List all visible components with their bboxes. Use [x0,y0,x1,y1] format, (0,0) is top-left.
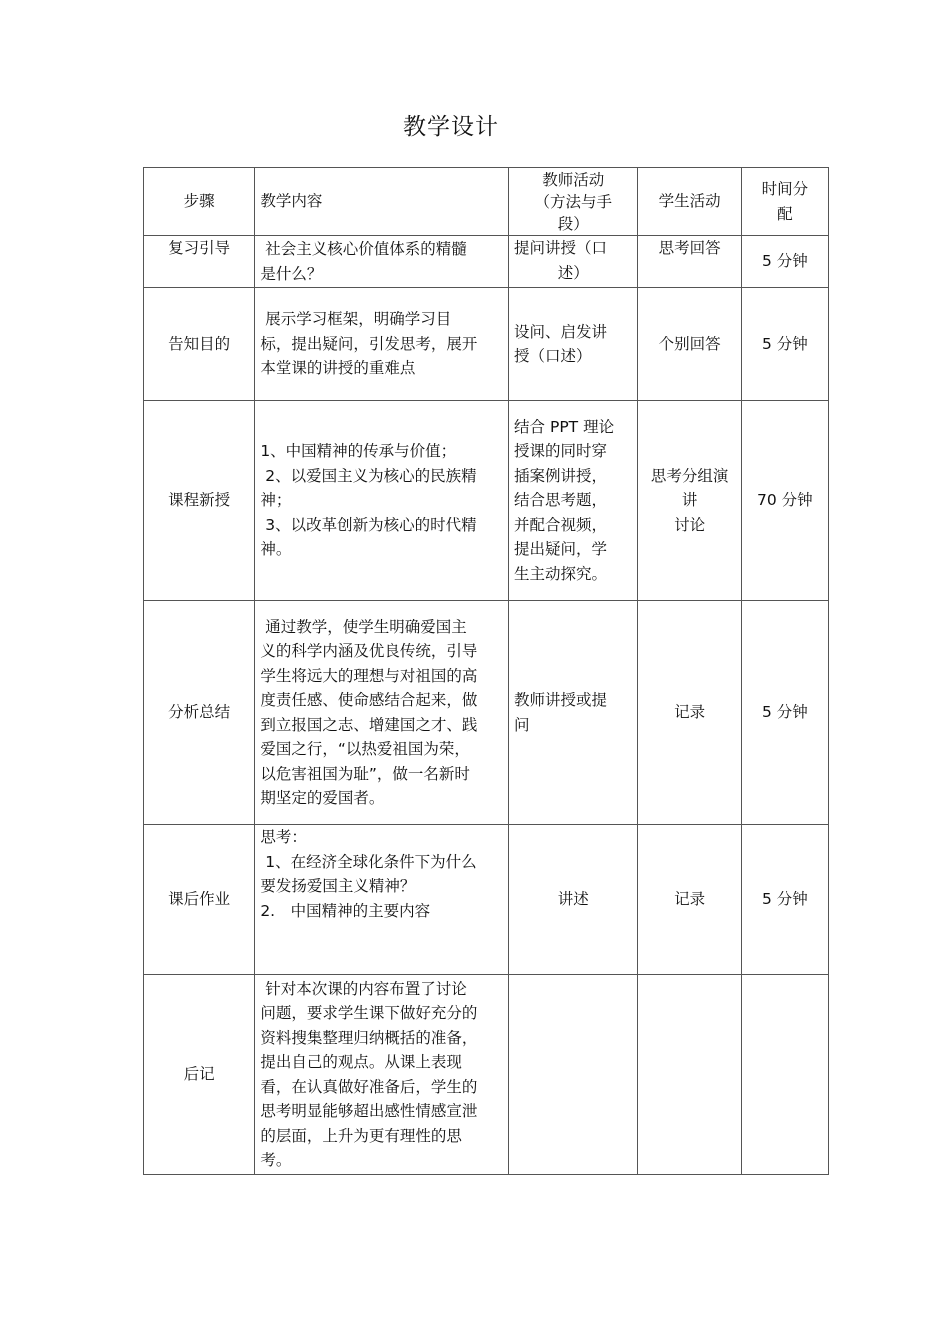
content-line: 3、以改革创新为核心的时代精 [260,515,477,534]
header-teacher-line: 段） [557,214,589,233]
table-row [144,236,829,288]
content-line: 通过教学，使学生明确爱国主 [260,617,467,636]
teacher-line: 提问讲授（口 [514,239,608,257]
teacher-line: 授课的同时穿 [514,442,608,461]
header-time-line: 配 [777,204,793,223]
table-row [144,288,829,401]
teacher-cell [509,975,638,1175]
teacher-line: 生主动探究。 [514,564,608,583]
teacher-cell [509,288,638,401]
step-cell: 课后作业 [144,825,255,975]
table-row [144,601,829,825]
content-cell [255,288,509,401]
teacher-cell [509,401,638,601]
teacher-cell [509,236,638,288]
header-student: 学生活动 [638,168,741,236]
student-line: 讲 [681,491,698,510]
header-teacher-line: 教师活动 [542,170,605,189]
content-line: 问题，要求学生课下做好充分的 [260,1004,478,1022]
content-cell [255,236,509,288]
content-line: 神。 [260,540,292,559]
student-cell: 思考回答 [638,236,741,288]
student-cell: 记录 [638,825,741,975]
teacher-line: 授（口述） [514,347,592,365]
step-cell: 告知目的 [144,288,255,401]
content-line: 思考： [260,828,307,846]
header-teacher-line: （方法与手 [534,192,612,211]
header-row [144,168,829,236]
content-line: 是什么？ [260,264,323,283]
content-line: 学生将远大的理想与对祖国的高 [260,666,478,685]
content-line: 2、以爱国主义为核心的民族精 [260,466,477,485]
student-line: 思考分组演 [650,466,729,485]
page-title: 教学设计 [403,114,499,140]
content-line: 期坚定的爱国者。 [260,789,385,807]
teacher-line: 提出疑问，学 [514,540,608,559]
content-cell [255,975,509,1175]
content-line: 要发扬爱国主义精神？ [260,877,416,895]
student-cell [638,401,741,601]
content-line: 以危害祖国为耻”，做一名新时 [260,764,470,783]
time-cell: 5 分钟 [741,601,828,825]
step-cell: 复习引导 [144,236,255,288]
time-cell: 5 分钟 [741,825,828,975]
teacher-cell [509,601,638,825]
student-cell: 个别回答 [638,288,741,401]
content-line: 标，提出疑问，引发思考，展开 [260,334,478,353]
teacher-line: 教师讲授或提 [514,691,608,709]
teacher-line: 结合 PPT 理论 [514,417,615,436]
step-cell: 课程新授 [144,401,255,601]
content-line: 度责任感、使命感结合起来，做 [260,691,478,709]
teacher-line: 结合思考题， [514,491,608,510]
header-time-line: 时间分 [761,180,809,198]
content-cell [255,401,509,601]
teacher-line: 设问、启发讲 [514,322,608,341]
table-row [144,401,829,601]
content-line: 1、在经济全球化条件下为什么 [260,852,477,871]
student-cell: 记录 [638,601,741,825]
table-row [144,825,829,975]
content-line: 考。 [260,1151,292,1169]
student-line: 讨论 [674,515,706,534]
lesson-plan-table [143,167,829,1175]
time-cell: 5 分钟 [741,288,828,401]
time-cell: 5 分钟 [741,236,828,288]
content-line: 资料搜集整理归纳概括的准备， [260,1028,478,1047]
content-line: 展示学习框架，明确学习目 [260,310,452,329]
time-cell [741,975,828,1175]
content-cell [255,825,509,975]
content-line: 思考明显能够超出感性情感宣泄 [260,1102,478,1120]
step-cell: 分析总结 [144,601,255,825]
content-line: 提出自己的观点。从课上表现 [260,1053,462,1071]
header-content: 教学内容 [255,168,509,236]
content-line: 的层面，上升为更有理性的思 [260,1126,462,1145]
table-row [144,975,829,1175]
content-line: 针对本次课的内容布置了讨论 [260,979,467,998]
header-time [741,168,828,236]
content-cell [255,601,509,825]
teacher-line: 问 [514,715,530,734]
content-line: 看，在认真做好准备后，学生的 [260,1077,478,1096]
time-cell: 70 分钟 [741,401,828,601]
content-line: 2. 中国精神的主要内容 [260,901,431,920]
content-line: 到立报国之志、增建国之才、践 [260,715,478,734]
content-line: 神； [260,491,292,510]
teacher-cell: 讲述 [509,825,638,975]
content-line: 义的科学内涵及优良传统，引导 [260,642,478,660]
header-teacher [509,168,638,236]
content-line: 1、中国精神的传承与价值； [260,442,457,461]
teacher-line: 插案例讲授， [514,466,608,485]
student-cell [638,975,741,1175]
content-line: 爱国之行，“以热爱祖国为荣， [260,740,470,758]
header-step: 步骤 [144,168,255,236]
content-line: 社会主义核心价值体系的精髓 [260,240,467,258]
teacher-line: 述） [557,263,589,282]
content-line: 本堂课的讲授的重难点 [260,359,416,378]
step-cell: 后记 [144,975,255,1175]
teacher-line: 并配合视频， [514,515,608,534]
